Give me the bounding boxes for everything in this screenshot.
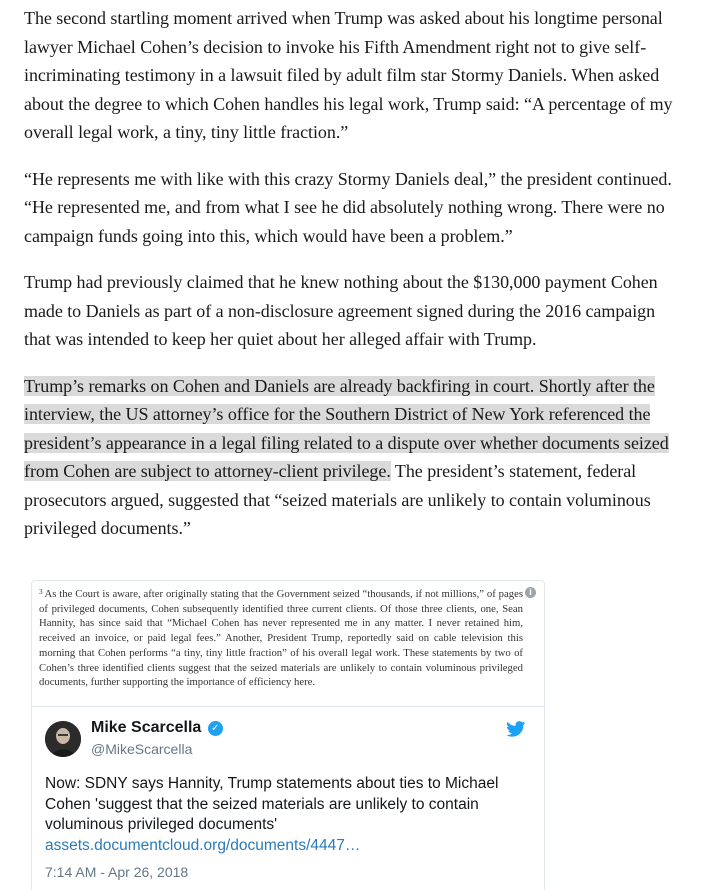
tweet-body: Now: SDNY says Hannity, Trump statements about ties to Michael Cohen 'suggest that the seized materials are unlikely to contain voluminous privileged documents' (45, 775, 499, 833)
avatar-portrait-icon (45, 721, 81, 757)
article-paragraph: “He represents me with like with this crazy Stormy Daniels deal,” the president continued. “He represented me, and from what I see he did absolutely nothing wrong. There were no campaign funds going into this, which would have been a problem.” (24, 168, 672, 246)
tweet-timestamp[interactable]: 7:14 AM - Apr 26, 2018 (45, 864, 189, 880)
twitter-bird-icon[interactable] (506, 721, 526, 737)
embedded-tweet[interactable] (31, 580, 545, 890)
tweet-link[interactable]: assets.documentcloud.org/documents/4447… (45, 836, 361, 854)
verified-badge-icon: ✓ (208, 721, 223, 736)
tweet-card[interactable] (32, 706, 544, 890)
article-paragraph: Trump had previously claimed that he knew nothing about the $130,000 payment Cohen made to Daniels as part of a non-disclosure agreement signed during the 2016 campaign that was intended to keep her quiet about her alleged affair with Trump. (24, 272, 658, 349)
court-filing-text: As the Court is aware, after originally stating that the Government seized “thousands, if not millions,” of pages of privileged documents, Cohen subsequently identified three current clients. Of those three clients, one, Sean Hannity, has since said that “Michael Cohen has never represented me in any matter. I never retained him, received an invoice, or paid legal fees.” Another, President Trump, reportedly said on cable television this morning that Cohen performs “a tiny, tiny little fraction” of his overall legal work. These statements by two of Cohen’s three identified clients suggest that the seized materials are unlikely to contain voluminous privileged documents, further supporting the importance of efficiency here. (39, 588, 523, 689)
article-paragraph: The second startling moment arrived when Trump was asked about his longtime personal lawyer Michael Cohen’s decision to invoke his Fifth Amendment right not to give self-incriminating testimony in a lawsuit filed by adult film star Stormy Daniels. When asked about the degree to which Cohen handles his legal work, Trump said: “A percentage of my overall legal work, a tiny, tiny little fraction.” (24, 8, 673, 142)
avatar[interactable] (45, 721, 81, 757)
footnote-number: 3 (39, 588, 43, 596)
highlighted-text: Trump’s remarks on Cohen and Daniels are already backfiring in court. Shortly after the interview, the US attorney’s office for the Southern District of New York referenced the president’s appearance in a legal filing related to a dispute over whether documents seized from Cohen are subject to attorney-client privilege. (24, 375, 669, 481)
tweet-text (45, 774, 530, 856)
article-body (24, 4, 684, 561)
court-filing-excerpt (39, 585, 523, 690)
tweet-author-name[interactable] (91, 719, 223, 737)
paragraph-continuation: The president’s statement, federal prosecutors argued, suggested that “seized materials are unlikely to contain voluminous privileged documents.” (24, 461, 651, 538)
tweet-author-handle[interactable]: @MikeScarcella (91, 741, 193, 757)
tweet-author-name-text: Mike Scarcella (91, 719, 202, 736)
highlighted-article-paragraph (24, 372, 684, 543)
info-icon[interactable]: i (525, 587, 536, 598)
